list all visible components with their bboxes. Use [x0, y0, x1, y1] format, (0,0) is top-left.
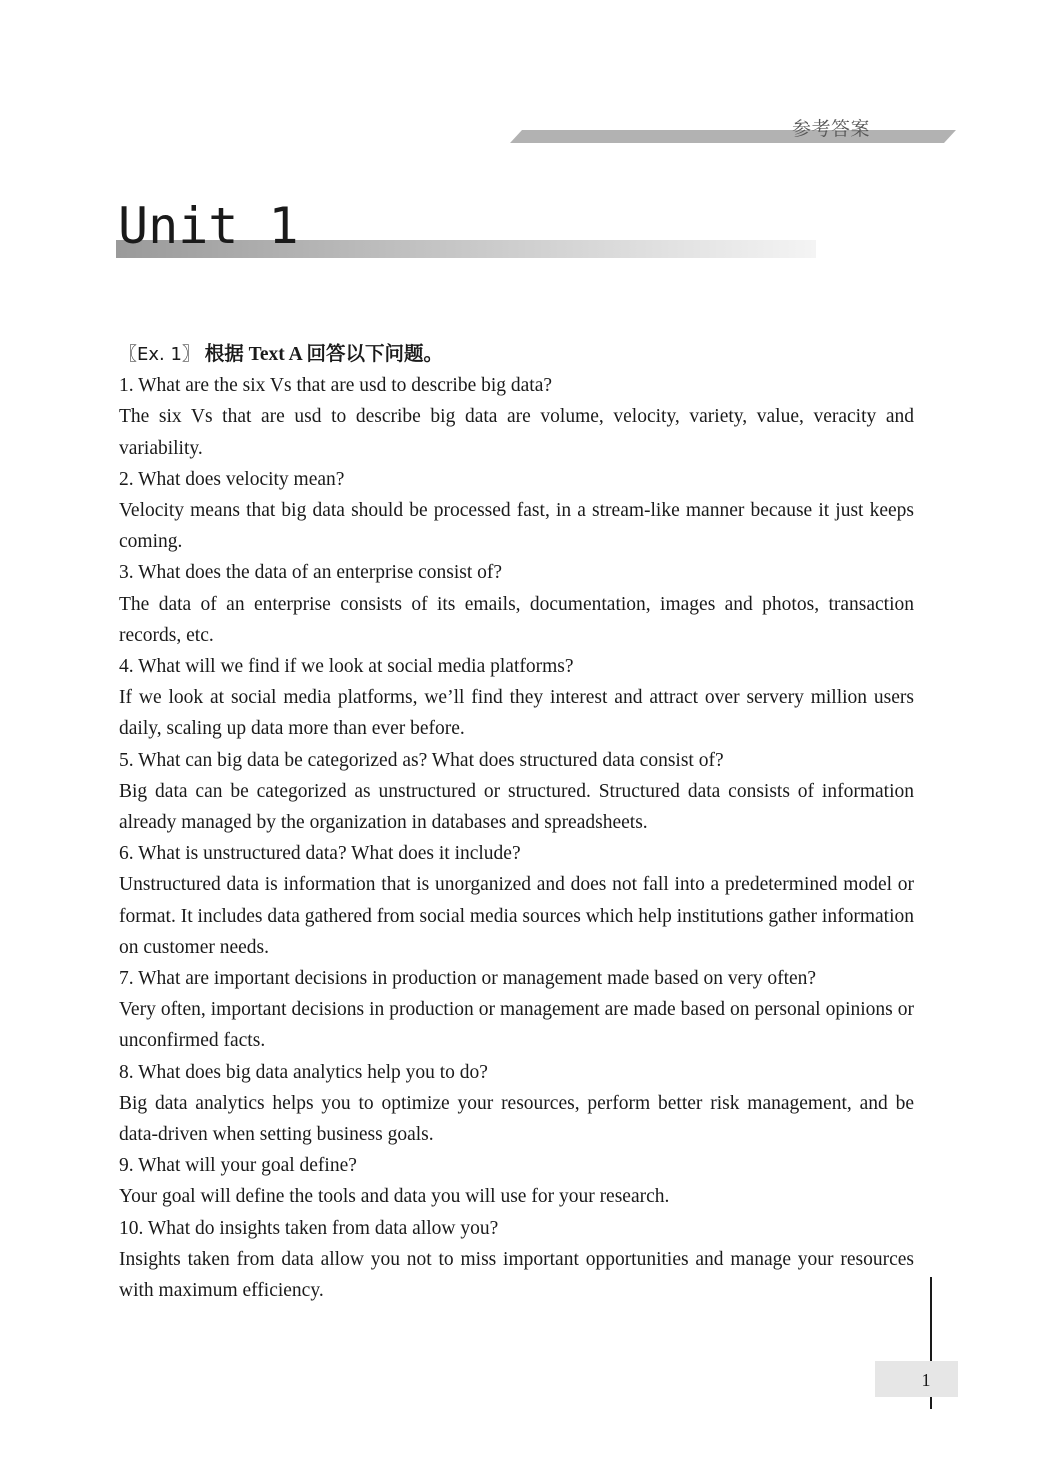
question: 2. What does velocity mean?: [119, 468, 345, 490]
answer: If we look at social media platforms, we’ll find they interest and attract over servery million users daily, scaling up data more than ever before.: [119, 687, 914, 740]
exercise-title: 根据 Text A 回答以下问题。: [204, 344, 443, 365]
main-content: [119, 339, 914, 1306]
exercise-label: 〖Ex. 1〗: [119, 344, 200, 365]
unit-title: Unit 1: [118, 197, 299, 245]
answer: Velocity means that big data should be processed fast, in a stream-like manner because it just keeps coming.: [119, 500, 914, 553]
answer: Unstructured data is information that is unorganized and does not fall into a predetermined model or format. It includes data gathered from social media sources which help institutions gather information on customer needs.: [119, 874, 914, 958]
question: 8. What does big data analytics help you to do?: [119, 1061, 488, 1083]
answer: The data of an enterprise consists of its emails, documentation, images and photos, transaction records, etc.: [119, 593, 914, 646]
page-number: 1: [921, 1370, 931, 1390]
question: 9. What will your goal define?: [119, 1155, 357, 1177]
header-band: [510, 130, 956, 143]
qa-list: [119, 370, 914, 1306]
question: 4. What will we find if we look at social media platforms?: [119, 656, 574, 678]
answer: Big data analytics helps you to optimize your resources, perform better risk management, and be data-driven when setting business goals.: [119, 1092, 914, 1146]
question: 1. What are the six Vs that are usd to describe big data?: [119, 375, 553, 397]
answer: Big data can be categorized as unstructured or structured. Structured data consists of information already managed by the organization in databases and spreadsheets.: [119, 780, 914, 834]
answer: Insights taken from data allow you not to miss important opportunities and manage your resources with maximum efficiency.: [119, 1248, 914, 1302]
question: 7. What are important decisions in production or management made based on very often?: [119, 968, 817, 990]
answer: The six Vs that are usd to describe big data are volume, velocity, variety, value, veracity and variability.: [119, 406, 914, 459]
question: 10. What do insights taken from data allow you?: [119, 1217, 499, 1239]
question: 3. What does the data of an enterprise consist of?: [119, 562, 503, 584]
question: 6. What is unstructured data? What does it include?: [119, 843, 521, 865]
exercise-heading: [119, 339, 914, 370]
question: 5. What can big data be categorized as? What does structured data consist of?: [119, 749, 724, 771]
page-margin-rule-top: [930, 1277, 932, 1361]
page-margin-rule-bottom: [930, 1397, 932, 1409]
answer: Your goal will define the tools and data you will use for your research.: [119, 1186, 670, 1208]
answer: Very often, important decisions in production or management are made based on personal opinions or unconfirmed facts.: [119, 999, 914, 1052]
header-label: 参考答案: [792, 118, 871, 140]
